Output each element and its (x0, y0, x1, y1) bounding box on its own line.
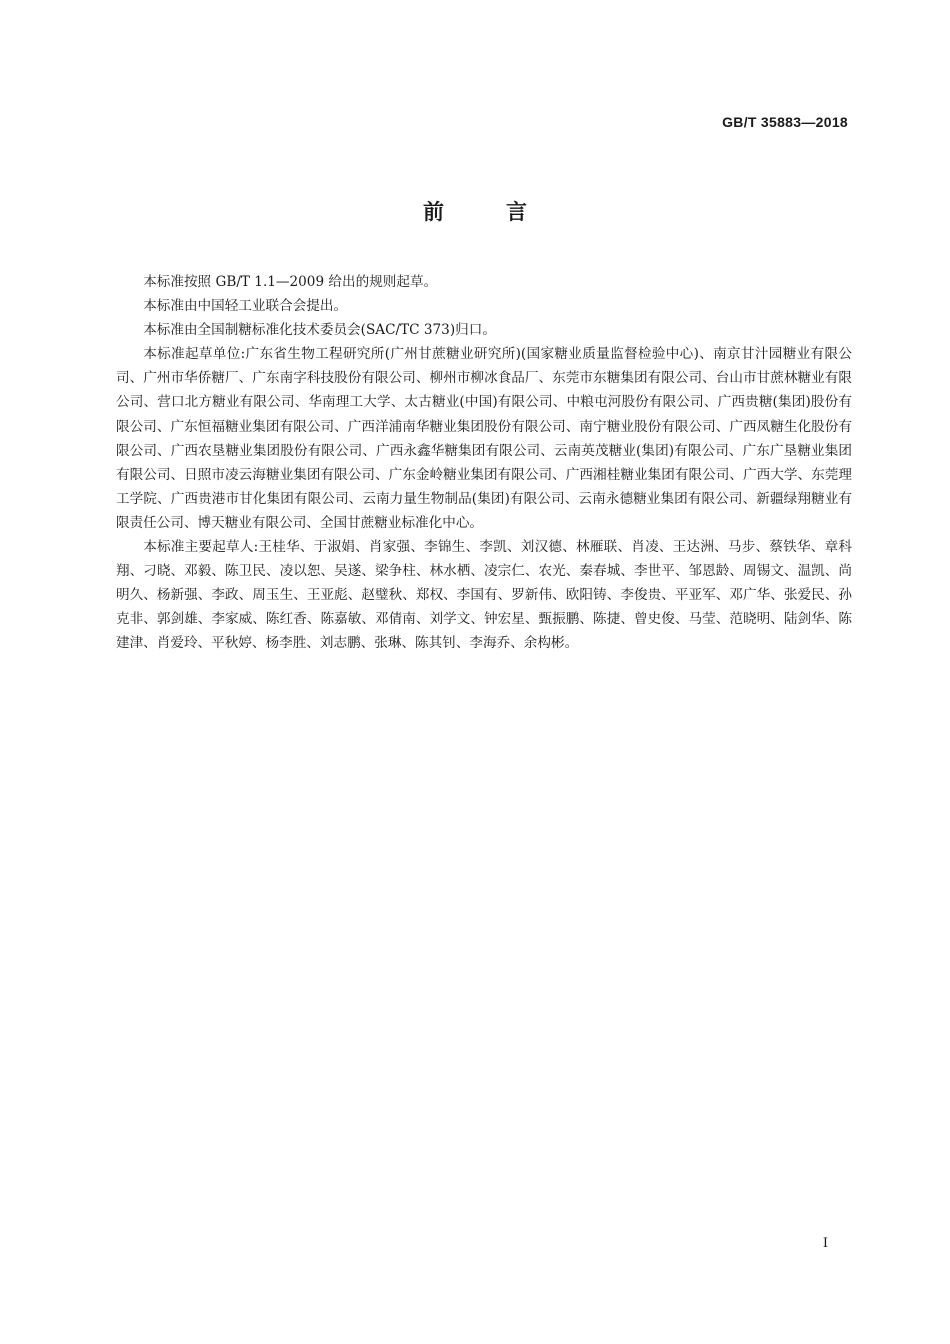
standard-number: GB/T 35883—2018 (722, 114, 848, 130)
page-title: 前言 (423, 200, 589, 224)
paragraph-drafters: 本标准主要起草人:王桂华、于淑娟、肖家强、李锦生、李凯、刘汉德、林雁联、肖凌、王达洲、马步、蔡铁华、章科翔、刁晓、邓毅、陈卫民、凌以恕、吴遂、梁争柱、林水栖、凌宗仁、农光、秦春城、李世平、邹恩龄、周锡文、温凯、尚明久、杨新强、李政、周玉生、王亚彪、赵璧秋、郑权、李国有、罗新伟、欧阳铸、李俊贵、平亚军、邓广华、张爱民、孙克非、郭剑雄、李家威、陈红香、陈嘉敏、邓倩南、刘学文、钟宏星、甄振鹏、陈捷、曾史俊、马莹、范晓明、陆剑华、陈建津、肖爱玲、平秋婷、杨李胜、刘志鹏、张琳、陈其钊、李海乔、余构彬。 (116, 539, 852, 652)
paragraph-drafting-rules: 本标准按照 GB/T 1.1—2009 给出的规则起草。 (143, 274, 438, 290)
paragraph-proposer: 本标准由中国轻工业联合会提出。 (143, 298, 348, 315)
paragraph-drafting-units: 本标准起草单位:广东省生物工程研究所(广州甘蔗糖业研究所)(国家糖业质量监督检验中心)、南京甘汁园糖业有限公司、广州市华侨糖厂、广东南字科技股份有限公司、柳州市柳冰食品厂、东莞市东糖集团有限公司、台山市甘蔗林糖业有限公司、营口北方糖业有限公司、华南理工大学、太古糖业(中国)有限公司、中粮屯河股份有限公司、广西贵糖(集团)股份有限公司、广东恒福糖业集团有限公司、广西洋浦南华糖业集团股份有限公司、南宁糖业股份有限公司、广西凤糖生化股份有限公司、广西农垦糖业集团股份有限公司、广西永鑫华糖集团有限公司、云南英茂糖业(集团)有限公司、广东广垦糖业集团有限公司、日照市凌云海糖业集团有限公司、广东金岭糖业集团有限公司、广西湘桂糖业集团有限公司、广西大学、东莞理工学院、广西贵港市甘化集团有限公司、云南力量生物制品(集团)有限公司、云南永德糖业集团有限公司、新疆绿翔糖业有限责任公司、博天糖业有限公司、全国甘蔗糖业标准化中心。 (116, 346, 852, 531)
page-number: I (822, 1236, 828, 1251)
document-body (116, 270, 852, 656)
paragraph-administration: 本标准由全国制糖标准化技术委员会(SAC/TC 373)归口。 (143, 322, 496, 339)
